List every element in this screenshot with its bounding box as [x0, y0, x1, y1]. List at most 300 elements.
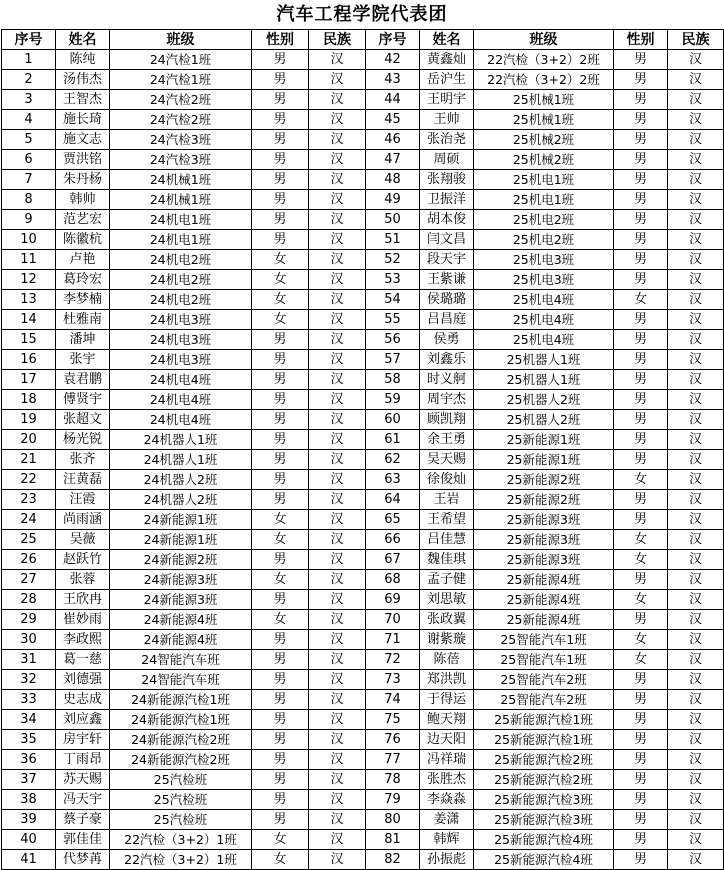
- gender-cell: 男: [614, 490, 668, 510]
- gender-cell: 男: [252, 150, 309, 170]
- gender-cell: 男: [252, 690, 309, 710]
- class-cell: 25智能汽车1班: [474, 650, 614, 670]
- class-cell: 24汽检1班: [110, 50, 252, 70]
- index-cell: 33: [2, 690, 56, 710]
- name-cell: 王岩: [420, 490, 474, 510]
- name-cell: 岳沪生: [420, 70, 474, 90]
- name-cell: 葛玲宏: [56, 270, 110, 290]
- class-cell: 24机电2班: [110, 250, 252, 270]
- name-cell: 史志成: [56, 690, 110, 710]
- table-row: [2, 510, 724, 530]
- class-cell: 24汽检1班: [110, 70, 252, 90]
- class-cell: 24机器人1班: [110, 430, 252, 450]
- index-cell: 49: [366, 190, 420, 210]
- class-cell: 24新能源1班: [110, 510, 252, 530]
- index-cell: 44: [366, 90, 420, 110]
- name-cell: 黄鑫灿: [420, 50, 474, 70]
- index-cell: 64: [366, 490, 420, 510]
- index-cell: 46: [366, 130, 420, 150]
- header-class: 班级: [110, 30, 252, 50]
- gender-cell: 男: [252, 50, 309, 70]
- index-cell: 12: [2, 270, 56, 290]
- index-cell: 40: [2, 830, 56, 850]
- ethnicity-cell: 汉: [668, 810, 724, 830]
- class-cell: 24机器人2班: [110, 470, 252, 490]
- ethnicity-cell: 汉: [309, 810, 366, 830]
- gender-cell: 男: [614, 790, 668, 810]
- name-cell: 孙振彪: [420, 850, 474, 870]
- gender-cell: 男: [614, 690, 668, 710]
- table-row: [2, 730, 724, 750]
- class-cell: 25机械1班: [474, 90, 614, 110]
- header-ethnicity: 民族: [309, 30, 366, 50]
- name-cell: 李焱淼: [420, 790, 474, 810]
- class-cell: 25机器人2班: [474, 390, 614, 410]
- gender-cell: 男: [252, 90, 309, 110]
- class-cell: 24机电4班: [110, 390, 252, 410]
- index-cell: 43: [366, 70, 420, 90]
- name-cell: 陈纯: [56, 50, 110, 70]
- ethnicity-cell: 汉: [309, 450, 366, 470]
- gender-cell: 男: [614, 750, 668, 770]
- gender-cell: 男: [614, 770, 668, 790]
- index-cell: 28: [2, 590, 56, 610]
- gender-cell: 男: [252, 110, 309, 130]
- name-cell: 谢紫璇: [420, 630, 474, 650]
- class-cell: 25新能源汽检2班: [474, 750, 614, 770]
- name-cell: 崔妙雨: [56, 610, 110, 630]
- header-index: 序号: [2, 30, 56, 50]
- gender-cell: 男: [614, 330, 668, 350]
- ethnicity-cell: 汉: [309, 390, 366, 410]
- index-cell: 41: [2, 850, 56, 870]
- index-cell: 82: [366, 850, 420, 870]
- name-cell: 姜潇: [420, 810, 474, 830]
- class-cell: 25机电4班: [474, 330, 614, 350]
- gender-cell: 男: [252, 350, 309, 370]
- ethnicity-cell: 汉: [668, 790, 724, 810]
- gender-cell: 男: [614, 190, 668, 210]
- ethnicity-cell: 汉: [668, 470, 724, 490]
- index-cell: 32: [2, 670, 56, 690]
- index-cell: 62: [366, 450, 420, 470]
- class-cell: 25机械2班: [474, 130, 614, 150]
- index-cell: 29: [2, 610, 56, 630]
- gender-cell: 男: [614, 90, 668, 110]
- index-cell: 74: [366, 690, 420, 710]
- table-row: [2, 190, 724, 210]
- name-cell: 韩帅: [56, 190, 110, 210]
- table-row: [2, 450, 724, 470]
- ethnicity-cell: 汉: [668, 410, 724, 430]
- index-cell: 19: [2, 410, 56, 430]
- table-row: [2, 290, 724, 310]
- ethnicity-cell: 汉: [309, 490, 366, 510]
- class-cell: 25智能汽车1班: [474, 630, 614, 650]
- ethnicity-cell: 汉: [668, 730, 724, 750]
- table-row: [2, 530, 724, 550]
- ethnicity-cell: 汉: [309, 650, 366, 670]
- ethnicity-cell: 汉: [668, 90, 724, 110]
- class-cell: 25机电2班: [474, 230, 614, 250]
- index-cell: 39: [2, 810, 56, 830]
- name-cell: 周宇杰: [420, 390, 474, 410]
- index-cell: 9: [2, 210, 56, 230]
- index-cell: 78: [366, 770, 420, 790]
- table-row: [2, 750, 724, 770]
- class-cell: 25机电4班: [474, 290, 614, 310]
- name-cell: 刘德强: [56, 670, 110, 690]
- ethnicity-cell: 汉: [668, 770, 724, 790]
- name-cell: 侯勇: [420, 330, 474, 350]
- gender-cell: 男: [252, 590, 309, 610]
- ethnicity-cell: 汉: [668, 190, 724, 210]
- class-cell: 24新能源2班: [110, 550, 252, 570]
- index-cell: 11: [2, 250, 56, 270]
- header-name: 姓名: [420, 30, 474, 50]
- name-cell: 于得运: [420, 690, 474, 710]
- gender-cell: 男: [614, 610, 668, 630]
- gender-cell: 男: [614, 730, 668, 750]
- gender-cell: 女: [614, 470, 668, 490]
- gender-cell: 女: [252, 510, 309, 530]
- gender-cell: 男: [614, 810, 668, 830]
- index-cell: 70: [366, 610, 420, 630]
- name-cell: 张胜杰: [420, 770, 474, 790]
- class-cell: 24新能源汽检1班: [110, 690, 252, 710]
- class-cell: 24汽检3班: [110, 130, 252, 150]
- ethnicity-cell: 汉: [309, 130, 366, 150]
- class-cell: 24汽检2班: [110, 90, 252, 110]
- header-name: 姓名: [56, 30, 110, 50]
- table-row: [2, 690, 724, 710]
- name-cell: 李政熙: [56, 630, 110, 650]
- ethnicity-cell: 汉: [668, 50, 724, 70]
- class-cell: 25机电3班: [474, 270, 614, 290]
- class-cell: 24新能源汽检1班: [110, 710, 252, 730]
- index-cell: 56: [366, 330, 420, 350]
- ethnicity-cell: 汉: [309, 610, 366, 630]
- class-cell: 24机电3班: [110, 310, 252, 330]
- gender-cell: 男: [614, 270, 668, 290]
- index-cell: 31: [2, 650, 56, 670]
- class-cell: 24机械1班: [110, 190, 252, 210]
- index-cell: 52: [366, 250, 420, 270]
- table-row: [2, 170, 724, 190]
- table-row: [2, 570, 724, 590]
- class-cell: 25新能源汽检4班: [474, 850, 614, 870]
- ethnicity-cell: 汉: [309, 770, 366, 790]
- ethnicity-cell: 汉: [309, 790, 366, 810]
- name-cell: 余王勇: [420, 430, 474, 450]
- table-row: [2, 590, 724, 610]
- class-cell: 25机电3班: [474, 250, 614, 270]
- page-title: 汽车工程学院代表团: [276, 4, 448, 25]
- index-cell: 1: [2, 50, 56, 70]
- name-cell: 吴薇: [56, 530, 110, 550]
- index-cell: 42: [366, 50, 420, 70]
- index-cell: 8: [2, 190, 56, 210]
- index-cell: 59: [366, 390, 420, 410]
- name-cell: 周硕: [420, 150, 474, 170]
- name-cell: 魏佳琪: [420, 550, 474, 570]
- gender-cell: 男: [252, 490, 309, 510]
- gender-cell: 男: [614, 670, 668, 690]
- name-cell: 李梦楠: [56, 290, 110, 310]
- index-cell: 14: [2, 310, 56, 330]
- ethnicity-cell: 汉: [668, 690, 724, 710]
- ethnicity-cell: 汉: [309, 510, 366, 530]
- gender-cell: 女: [614, 650, 668, 670]
- table-row: [2, 110, 724, 130]
- index-cell: 73: [366, 670, 420, 690]
- index-cell: 55: [366, 310, 420, 330]
- name-cell: 吕佳慧: [420, 530, 474, 550]
- name-cell: 代梦苒: [56, 850, 110, 870]
- gender-cell: 男: [614, 430, 668, 450]
- ethnicity-cell: 汉: [309, 730, 366, 750]
- table-row: [2, 430, 724, 450]
- gender-cell: 女: [252, 570, 309, 590]
- name-cell: 边天阳: [420, 730, 474, 750]
- name-cell: 王智杰: [56, 90, 110, 110]
- ethnicity-cell: 汉: [309, 150, 366, 170]
- class-cell: 24机器人1班: [110, 450, 252, 470]
- index-cell: 51: [366, 230, 420, 250]
- class-cell: 24机电3班: [110, 350, 252, 370]
- ethnicity-cell: 汉: [668, 270, 724, 290]
- table-row: [2, 810, 724, 830]
- class-cell: 25新能源4班: [474, 610, 614, 630]
- table-row: [2, 270, 724, 290]
- ethnicity-cell: 汉: [309, 270, 366, 290]
- name-cell: 吴天赐: [420, 450, 474, 470]
- gender-cell: 男: [614, 370, 668, 390]
- gender-cell: 女: [614, 550, 668, 570]
- table-row: [2, 330, 724, 350]
- name-cell: 卫振洋: [420, 190, 474, 210]
- index-cell: 58: [366, 370, 420, 390]
- ethnicity-cell: 汉: [668, 550, 724, 570]
- gender-cell: 男: [252, 670, 309, 690]
- class-cell: 25新能源2班: [474, 490, 614, 510]
- ethnicity-cell: 汉: [309, 50, 366, 70]
- index-cell: 66: [366, 530, 420, 550]
- ethnicity-cell: 汉: [309, 290, 366, 310]
- ethnicity-cell: 汉: [309, 190, 366, 210]
- ethnicity-cell: 汉: [668, 230, 724, 250]
- name-cell: 潘坤: [56, 330, 110, 350]
- table-row: [2, 670, 724, 690]
- gender-cell: 男: [614, 850, 668, 870]
- ethnicity-cell: 汉: [309, 110, 366, 130]
- class-cell: 25新能源2班: [474, 470, 614, 490]
- class-cell: 24机电4班: [110, 370, 252, 390]
- ethnicity-cell: 汉: [309, 750, 366, 770]
- gender-cell: 男: [614, 310, 668, 330]
- index-cell: 60: [366, 410, 420, 430]
- class-cell: 25新能源3班: [474, 550, 614, 570]
- gender-cell: 男: [614, 350, 668, 370]
- header-index: 序号: [366, 30, 420, 50]
- ethnicity-cell: 汉: [309, 590, 366, 610]
- gender-cell: 男: [614, 110, 668, 130]
- table-row: [2, 130, 724, 150]
- gender-cell: 女: [252, 830, 309, 850]
- gender-cell: 女: [614, 630, 668, 650]
- gender-cell: 男: [252, 790, 309, 810]
- index-cell: 22: [2, 470, 56, 490]
- index-cell: 6: [2, 150, 56, 170]
- ethnicity-cell: 汉: [309, 670, 366, 690]
- ethnicity-cell: 汉: [668, 170, 724, 190]
- ethnicity-cell: 汉: [668, 630, 724, 650]
- ethnicity-cell: 汉: [309, 230, 366, 250]
- ethnicity-cell: 汉: [309, 210, 366, 230]
- index-cell: 75: [366, 710, 420, 730]
- ethnicity-cell: 汉: [668, 490, 724, 510]
- gender-cell: 女: [252, 290, 309, 310]
- index-cell: 81: [366, 830, 420, 850]
- ethnicity-cell: 汉: [309, 310, 366, 330]
- class-cell: 24机器人2班: [110, 490, 252, 510]
- index-cell: 67: [366, 550, 420, 570]
- class-cell: 24智能汽车班: [110, 670, 252, 690]
- index-cell: 10: [2, 230, 56, 250]
- gender-cell: 女: [252, 310, 309, 330]
- ethnicity-cell: 汉: [309, 570, 366, 590]
- index-cell: 7: [2, 170, 56, 190]
- gender-cell: 女: [252, 610, 309, 630]
- name-cell: 王欣冉: [56, 590, 110, 610]
- name-cell: 刘鑫乐: [420, 350, 474, 370]
- index-cell: 80: [366, 810, 420, 830]
- ethnicity-cell: 汉: [309, 830, 366, 850]
- ethnicity-cell: 汉: [668, 370, 724, 390]
- class-cell: 25新能源汽检3班: [474, 810, 614, 830]
- gender-cell: 女: [614, 290, 668, 310]
- table-row: [2, 710, 724, 730]
- gender-cell: 男: [252, 330, 309, 350]
- index-cell: 13: [2, 290, 56, 310]
- index-cell: 48: [366, 170, 420, 190]
- name-cell: 蔡子豪: [56, 810, 110, 830]
- name-cell: 尚雨涵: [56, 510, 110, 530]
- gender-cell: 男: [614, 510, 668, 530]
- index-cell: 69: [366, 590, 420, 610]
- ethnicity-cell: 汉: [668, 590, 724, 610]
- name-cell: 侯璐璐: [420, 290, 474, 310]
- gender-cell: 男: [252, 390, 309, 410]
- name-cell: 袁君鹏: [56, 370, 110, 390]
- name-cell: 韩辉: [420, 830, 474, 850]
- index-cell: 71: [366, 630, 420, 650]
- class-cell: 24机电2班: [110, 270, 252, 290]
- ethnicity-cell: 汉: [309, 250, 366, 270]
- name-cell: 施长琦: [56, 110, 110, 130]
- table-row: [2, 410, 724, 430]
- name-cell: 王明宇: [420, 90, 474, 110]
- class-cell: 25新能源汽检3班: [474, 790, 614, 810]
- table-row: [2, 250, 724, 270]
- gender-cell: 男: [614, 390, 668, 410]
- gender-cell: 女: [252, 270, 309, 290]
- gender-cell: 男: [252, 630, 309, 650]
- gender-cell: 男: [252, 170, 309, 190]
- index-cell: 50: [366, 210, 420, 230]
- gender-cell: 男: [252, 810, 309, 830]
- index-cell: 30: [2, 630, 56, 650]
- ethnicity-cell: 汉: [668, 330, 724, 350]
- class-cell: 25新能源3班: [474, 510, 614, 530]
- name-cell: 郭佳佳: [56, 830, 110, 850]
- gender-cell: 男: [614, 150, 668, 170]
- index-cell: 65: [366, 510, 420, 530]
- gender-cell: 男: [252, 770, 309, 790]
- gender-cell: 男: [614, 710, 668, 730]
- name-cell: 卢艳: [56, 250, 110, 270]
- class-cell: 24智能汽车班: [110, 650, 252, 670]
- gender-cell: 男: [614, 250, 668, 270]
- ethnicity-cell: 汉: [668, 430, 724, 450]
- name-cell: 王帅: [420, 110, 474, 130]
- table-row: [2, 150, 724, 170]
- gender-cell: 男: [252, 450, 309, 470]
- class-cell: 25新能源汽检1班: [474, 730, 614, 750]
- class-cell: 25汽检班: [110, 770, 252, 790]
- ethnicity-cell: 汉: [668, 150, 724, 170]
- class-cell: 22汽检（3+2）2班: [474, 50, 614, 70]
- ethnicity-cell: 汉: [668, 450, 724, 470]
- name-cell: 汪黄磊: [56, 470, 110, 490]
- index-cell: 16: [2, 350, 56, 370]
- ethnicity-cell: 汉: [668, 250, 724, 270]
- class-cell: 24新能源汽检2班: [110, 750, 252, 770]
- gender-cell: 男: [252, 550, 309, 570]
- index-cell: 25: [2, 530, 56, 550]
- gender-cell: 男: [614, 210, 668, 230]
- gender-cell: 男: [252, 130, 309, 150]
- gender-cell: 男: [252, 730, 309, 750]
- class-cell: 24新能源3班: [110, 570, 252, 590]
- index-cell: 23: [2, 490, 56, 510]
- gender-cell: 男: [252, 430, 309, 450]
- class-cell: 25汽检班: [110, 790, 252, 810]
- name-cell: 刘应鑫: [56, 710, 110, 730]
- name-cell: 朱丹杨: [56, 170, 110, 190]
- name-cell: 张政翼: [420, 610, 474, 630]
- index-cell: 63: [366, 470, 420, 490]
- gender-cell: 男: [614, 570, 668, 590]
- name-cell: 傅贤宇: [56, 390, 110, 410]
- name-cell: 王希望: [420, 510, 474, 530]
- index-cell: 36: [2, 750, 56, 770]
- gender-cell: 男: [252, 210, 309, 230]
- index-cell: 53: [366, 270, 420, 290]
- table-row: [2, 850, 724, 870]
- index-cell: 57: [366, 350, 420, 370]
- gender-cell: 男: [614, 410, 668, 430]
- table-row: [2, 790, 724, 810]
- ethnicity-cell: 汉: [309, 410, 366, 430]
- table-row: [2, 550, 724, 570]
- gender-cell: 男: [614, 130, 668, 150]
- gender-cell: 男: [614, 170, 668, 190]
- table-row: [2, 50, 724, 70]
- index-cell: 77: [366, 750, 420, 770]
- name-cell: 丁雨昂: [56, 750, 110, 770]
- index-cell: 37: [2, 770, 56, 790]
